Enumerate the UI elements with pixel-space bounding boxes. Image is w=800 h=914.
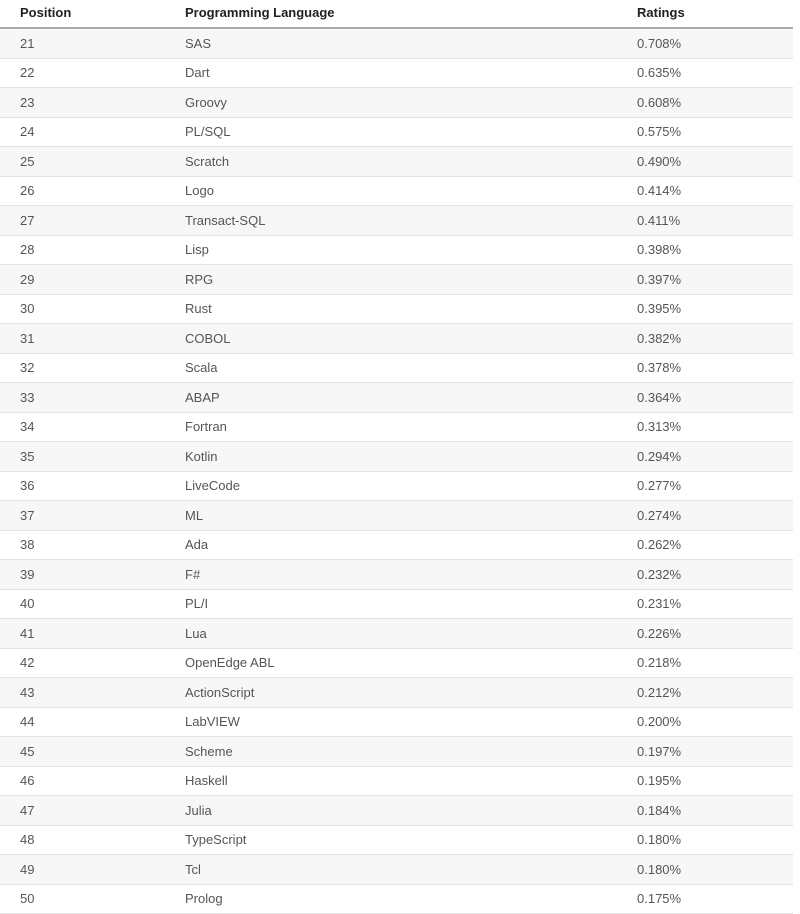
position-cell: 26 (0, 176, 165, 206)
position-cell: 35 (0, 442, 165, 472)
rating-cell: 0.414% (617, 176, 793, 206)
rating-cell: 0.232% (617, 560, 793, 590)
table-row (0, 619, 793, 649)
position-cell: 28 (0, 235, 165, 265)
language-cell: Julia (165, 796, 617, 826)
table-row (0, 117, 793, 147)
table-row (0, 884, 793, 914)
table-row (0, 766, 793, 796)
table-row (0, 324, 793, 354)
position-cell: 33 (0, 383, 165, 413)
table-row (0, 589, 793, 619)
rating-cell: 0.397% (617, 265, 793, 295)
rating-cell: 0.382% (617, 324, 793, 354)
position-cell: 36 (0, 471, 165, 501)
rating-cell: 0.180% (617, 855, 793, 885)
position-cell: 47 (0, 796, 165, 826)
table-row (0, 471, 793, 501)
rating-cell: 0.218% (617, 648, 793, 678)
table-row (0, 855, 793, 885)
position-cell: 29 (0, 265, 165, 295)
language-cell: ML (165, 501, 617, 531)
language-cell: Lisp (165, 235, 617, 265)
rating-cell: 0.231% (617, 589, 793, 619)
position-cell: 37 (0, 501, 165, 531)
language-cell: Logo (165, 176, 617, 206)
language-cell: TypeScript (165, 825, 617, 855)
rating-cell: 0.184% (617, 796, 793, 826)
table-row (0, 501, 793, 531)
language-cell: Tcl (165, 855, 617, 885)
table-row (0, 206, 793, 236)
language-cell: COBOL (165, 324, 617, 354)
table-row (0, 648, 793, 678)
position-cell: 25 (0, 147, 165, 177)
language-cell: SAS (165, 28, 617, 58)
column-header-ratings: Ratings (617, 0, 793, 28)
table-body (0, 28, 793, 914)
rating-cell: 0.195% (617, 766, 793, 796)
language-cell: OpenEdge ABL (165, 648, 617, 678)
language-cell: Dart (165, 58, 617, 88)
table-header (0, 0, 793, 28)
table-row (0, 442, 793, 472)
table-row (0, 28, 793, 58)
column-header-language: Programming Language (165, 0, 617, 28)
table-row (0, 825, 793, 855)
table-row (0, 530, 793, 560)
position-cell: 46 (0, 766, 165, 796)
position-cell: 21 (0, 28, 165, 58)
position-cell: 22 (0, 58, 165, 88)
table-row (0, 412, 793, 442)
position-cell: 50 (0, 884, 165, 914)
rating-cell: 0.175% (617, 884, 793, 914)
table-row (0, 147, 793, 177)
table-row (0, 58, 793, 88)
rating-cell: 0.398% (617, 235, 793, 265)
language-cell: Lua (165, 619, 617, 649)
language-cell: PL/I (165, 589, 617, 619)
position-cell: 23 (0, 88, 165, 118)
table-row (0, 294, 793, 324)
position-cell: 38 (0, 530, 165, 560)
rating-cell: 0.200% (617, 707, 793, 737)
language-cell: RPG (165, 265, 617, 295)
language-cell: Groovy (165, 88, 617, 118)
rating-cell: 0.395% (617, 294, 793, 324)
language-cell: Ada (165, 530, 617, 560)
table-row (0, 560, 793, 590)
table-row (0, 176, 793, 206)
table-row (0, 737, 793, 767)
language-cell: LabVIEW (165, 707, 617, 737)
rating-cell: 0.277% (617, 471, 793, 501)
position-cell: 32 (0, 353, 165, 383)
language-cell: Prolog (165, 884, 617, 914)
position-cell: 44 (0, 707, 165, 737)
table-row (0, 383, 793, 413)
position-cell: 42 (0, 648, 165, 678)
position-cell: 43 (0, 678, 165, 708)
rating-cell: 0.411% (617, 206, 793, 236)
table-row (0, 353, 793, 383)
language-cell: ABAP (165, 383, 617, 413)
language-cell: Fortran (165, 412, 617, 442)
position-cell: 40 (0, 589, 165, 619)
position-cell: 41 (0, 619, 165, 649)
position-cell: 39 (0, 560, 165, 590)
rating-cell: 0.313% (617, 412, 793, 442)
rating-cell: 0.274% (617, 501, 793, 531)
language-cell: F# (165, 560, 617, 590)
rating-cell: 0.364% (617, 383, 793, 413)
language-cell: Kotlin (165, 442, 617, 472)
rating-cell: 0.378% (617, 353, 793, 383)
rating-cell: 0.226% (617, 619, 793, 649)
position-cell: 30 (0, 294, 165, 324)
rating-cell: 0.197% (617, 737, 793, 767)
header-row (0, 0, 793, 28)
position-cell: 34 (0, 412, 165, 442)
column-header-position: Position (0, 0, 165, 28)
language-cell: Scratch (165, 147, 617, 177)
position-cell: 27 (0, 206, 165, 236)
table-row (0, 796, 793, 826)
rating-cell: 0.575% (617, 117, 793, 147)
position-cell: 24 (0, 117, 165, 147)
rating-cell: 0.212% (617, 678, 793, 708)
language-cell: Haskell (165, 766, 617, 796)
position-cell: 45 (0, 737, 165, 767)
table-row (0, 265, 793, 295)
language-cell: Transact-SQL (165, 206, 617, 236)
language-cell: Scala (165, 353, 617, 383)
rating-cell: 0.608% (617, 88, 793, 118)
rating-cell: 0.635% (617, 58, 793, 88)
table-row (0, 235, 793, 265)
language-cell: ActionScript (165, 678, 617, 708)
rating-cell: 0.708% (617, 28, 793, 58)
position-cell: 49 (0, 855, 165, 885)
language-cell: PL/SQL (165, 117, 617, 147)
rating-cell: 0.262% (617, 530, 793, 560)
position-cell: 31 (0, 324, 165, 354)
table-row (0, 88, 793, 118)
table-row (0, 678, 793, 708)
rating-cell: 0.294% (617, 442, 793, 472)
language-cell: Scheme (165, 737, 617, 767)
rating-cell: 0.490% (617, 147, 793, 177)
rating-cell: 0.180% (617, 825, 793, 855)
language-cell: LiveCode (165, 471, 617, 501)
language-cell: Rust (165, 294, 617, 324)
table-row (0, 707, 793, 737)
position-cell: 48 (0, 825, 165, 855)
